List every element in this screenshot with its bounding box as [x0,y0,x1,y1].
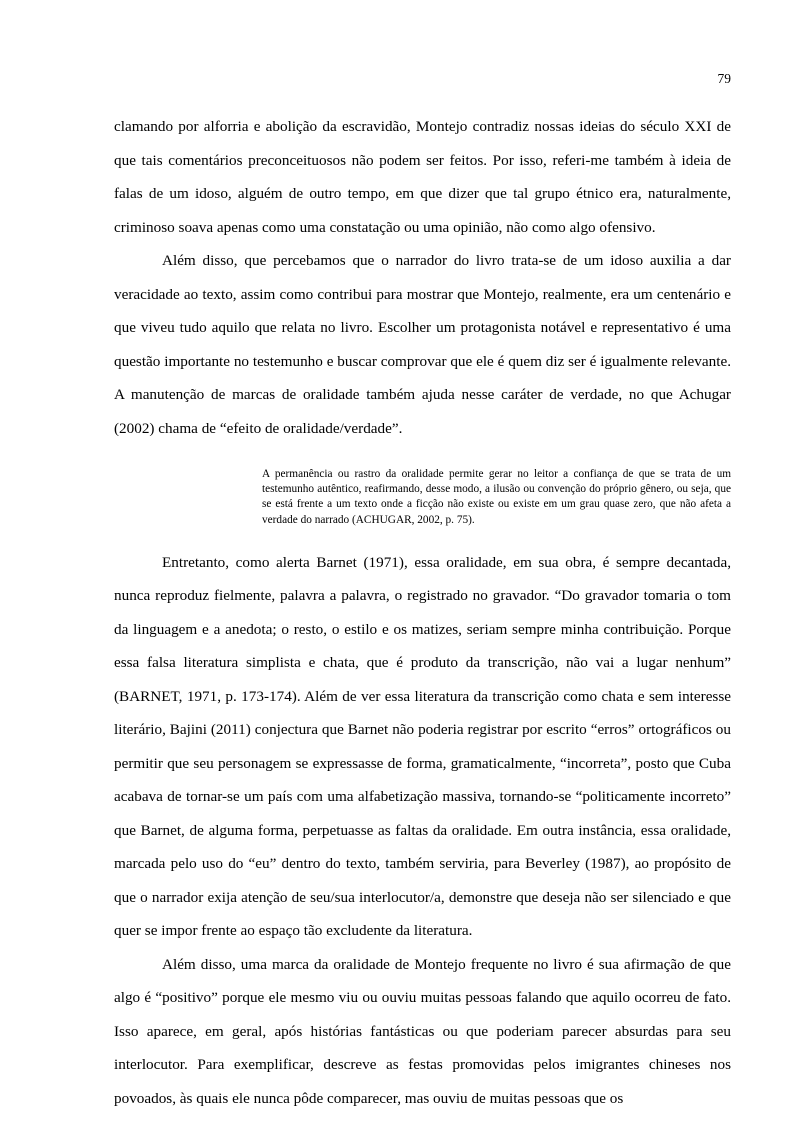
page-body [114,110,731,1115]
block-quote-text: A permanência ou rastro da oralidade permite gerar no leitor a confiança de que se trata de um testemunho autêntico, reafirmando, desse modo, a ilusão ou convenção do próprio gênero, ou seja, que se está frente a um texto onde a ficção não existe ou existe em um grau quase zero, que não afeta a verdade do narrado (ACHUGAR, 2002, p. 75). [262,468,731,526]
block-quote [114,467,731,528]
paragraph-4: Além disso, uma marca da oralidade de Montejo frequente no livro é sua afirmação de que algo é “positivo” porque ele mesmo viu ou ouviu muitas pessoas falando que aquilo ocorreu de fato. Isso aparece, em geral, após histórias fantásticas ou que poderiam parecer absurdas para seu interlocutor. Para exemplificar, descreve as festas promovidas pelos imigrantes chineses nos povoados, às quais ele nunca pôde comparecer, mas ouviu de muitas pessoas que os [114,955,731,1107]
page-number: 79 [717,71,731,86]
paragraph-3: Entretanto, como alerta Barnet (1971), essa oralidade, em sua obra, é sempre decantada, nunca reproduz fielmente, palavra a palavra, o registrado no gravador. “Do gravador tomaria o tom da linguagem e a anedota; o resto, o estilo e os matizes, seriam sempre minha contribuição. Porque essa falsa literatura simplista e chata, que é produto da transcrição, não vai a lugar nenhum” (BARNET, 1971, p. 173-174). Além de ver essa literatura da transcrição como chata e sem interesse literário, Bajini (2011) conjectura que Barnet não poderia registrar por escrito “erros” ortográficos ou permitir que seu personagem se expressasse de forma, gramaticalmente, “incorreta”, posto que Cuba acabava de tornar-se um país com uma alfabetização massiva, tornando-se “politicamente incorreto” que Barnet, de alguma forma, perpetuasse as faltas da oralidade. Em outra instância, essa oralidade, marcada pelo uso do “eu” dentro do texto, também serviria, para Beverley (1987), ao propósito de que o narrador exija atenção de seu/sua interlocutor/a, demonstre que deseja não ser silenciado e que quer se impor frente ao espaço tão excludente da literatura. [114,553,731,940]
paragraph-2: Além disso, que percebamos que o narrador do livro trata-se de um idoso auxilia a dar veracidade ao texto, assim como contribui para mostrar que Montejo, realmente, era um centenário e que viveu tudo aquilo que relata no livro. Escolher um protagonista notável e representativo é uma questão importante no testemunho e buscar comprovar que ele é quem diz ser é igualmente relevante. A manutenção de marcas de oralidade também ajuda nesse caráter de verdade, no que Achugar (2002) chama de “efeito de oralidade/verdade”. [114,252,731,437]
paragraph-1: clamando por alforria e abolição da escravidão, Montejo contradiz nossas ideias do século XXI de que tais comentários preconceituosos não podem ser feitos. Por isso, referi-me também à ideia de falas de um idoso, alguém de outro tempo, em que dizer que tal grupo étnico era, naturalmente, criminoso soava apenas como uma constatação ou uma opinião, não como algo ofensivo. [114,118,731,236]
